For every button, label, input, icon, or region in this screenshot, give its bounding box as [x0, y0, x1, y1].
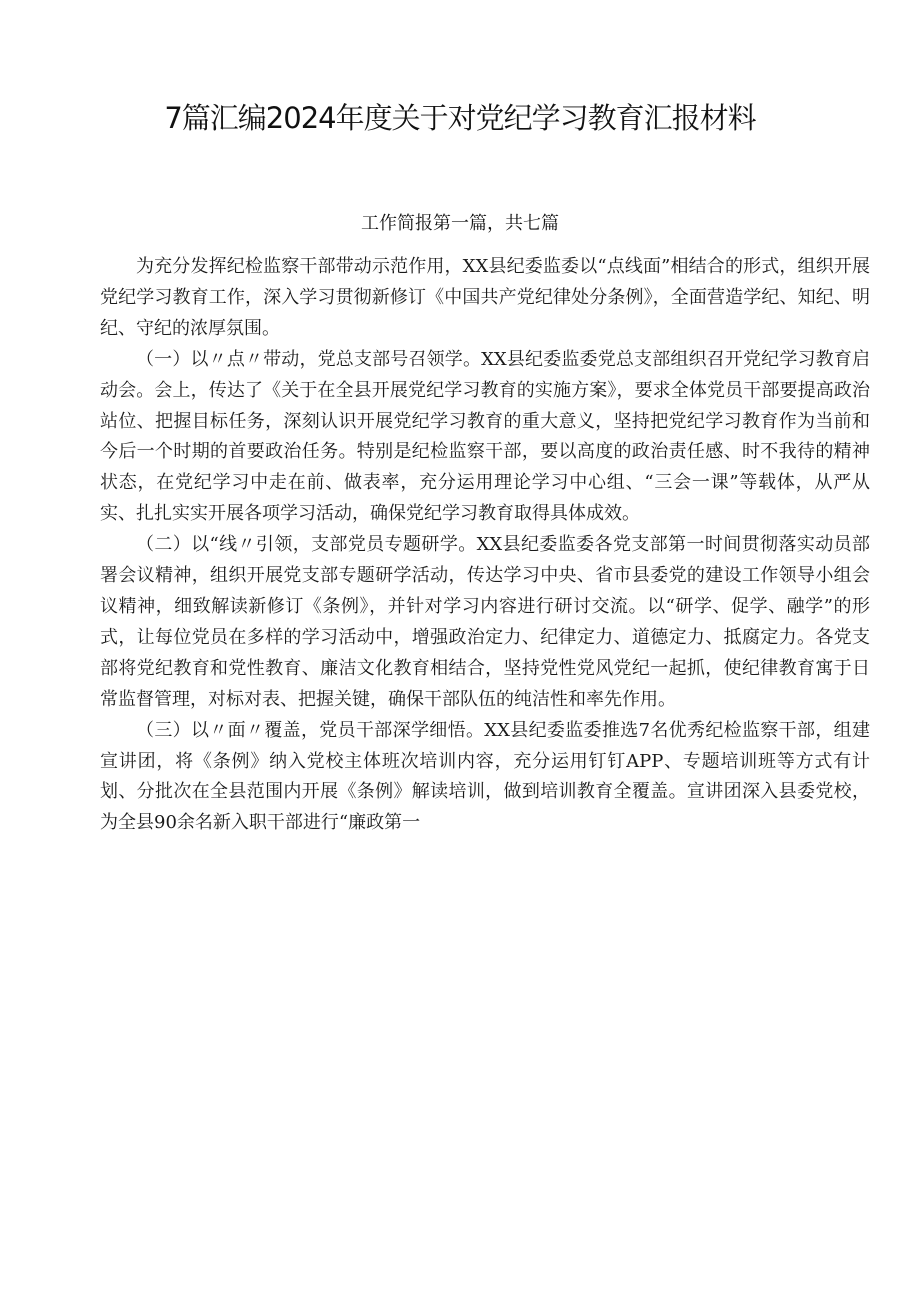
section-heading: 工作简报第一篇，共七篇 — [361, 213, 559, 234]
paragraph-point: （一）以〃点〃带动，党总支部号召领学。XX县纪委监委党总支部组织召开党纪学习教育启动会。会上，传达了《关于在全县开展党纪学习教育的实施方案》，要求全体党员干部要提高政治站位、把握目标任务，深刻认识开展党纪学习教育的重大意义，坚持把党纪学习教育作为当前和今后一个时期的首要政治任务。特别是纪检监察干部，要以高度的政治责任感、时不我待的精神状态，在党纪学习中走在前、做表率，充分运用理论学习中心组、“三会一课”等载体，从严从实、扎扎实实开展各项学习活动，确保党纪学习教育取得具体成效。 — [100, 348, 870, 525]
document-body — [100, 252, 870, 839]
document-title: 7篇汇编2024年度关于对党纪学习教育汇报材料 — [164, 101, 756, 135]
paragraph-surface: （三）以〃面〃覆盖，党员干部深学细悟。XX县纪委监委推选7名优秀纪检监察干部，组建宣讲团，将《条例》纳入党校主体班次培训内容，充分运用钉钉APP、专题培训班等方式有计划、分批次在全县范围内开展《条例》解读培训，做到培训教育全覆盖。宣讲团深入县委党校，为全县90余名新入职干部进行“廉政第一 — [100, 719, 870, 834]
paragraph-line: （二）以“线〃引领，支部党员专题研学。XX县纪委监委各党支部第一时间贯彻落实动员部署会议精神，组织开展党支部专题研学活动，传达学习中央、省市县委党的建设工作领导小组会议精神，细致解读新修订《条例》，并针对学习内容进行研讨交流。以“研学、促学、融学”的形式，让每位党员在多样的学习活动中，增强政治定力、纪律定力、道德定力、抵腐定力。各党支部将党纪教育和党性教育、廉洁文化教育相结合，坚持党性党风党纪一起抓，使纪律教育寓于日常监督管理，对标对表、把握关键，确保干部队伍的纯洁性和率先作用。 — [100, 534, 870, 710]
paragraph-intro: 为充分发挥纪检监察干部带动示范作用，XX县纪委监委以“点线面”相结合的形式，组织开展党纪学习教育工作，深入学习贯彻新修订《中国共产党纪律处分条例》，全面营造学纪、知纪、明纪、守纪的浓厚氛围。 — [100, 256, 870, 339]
